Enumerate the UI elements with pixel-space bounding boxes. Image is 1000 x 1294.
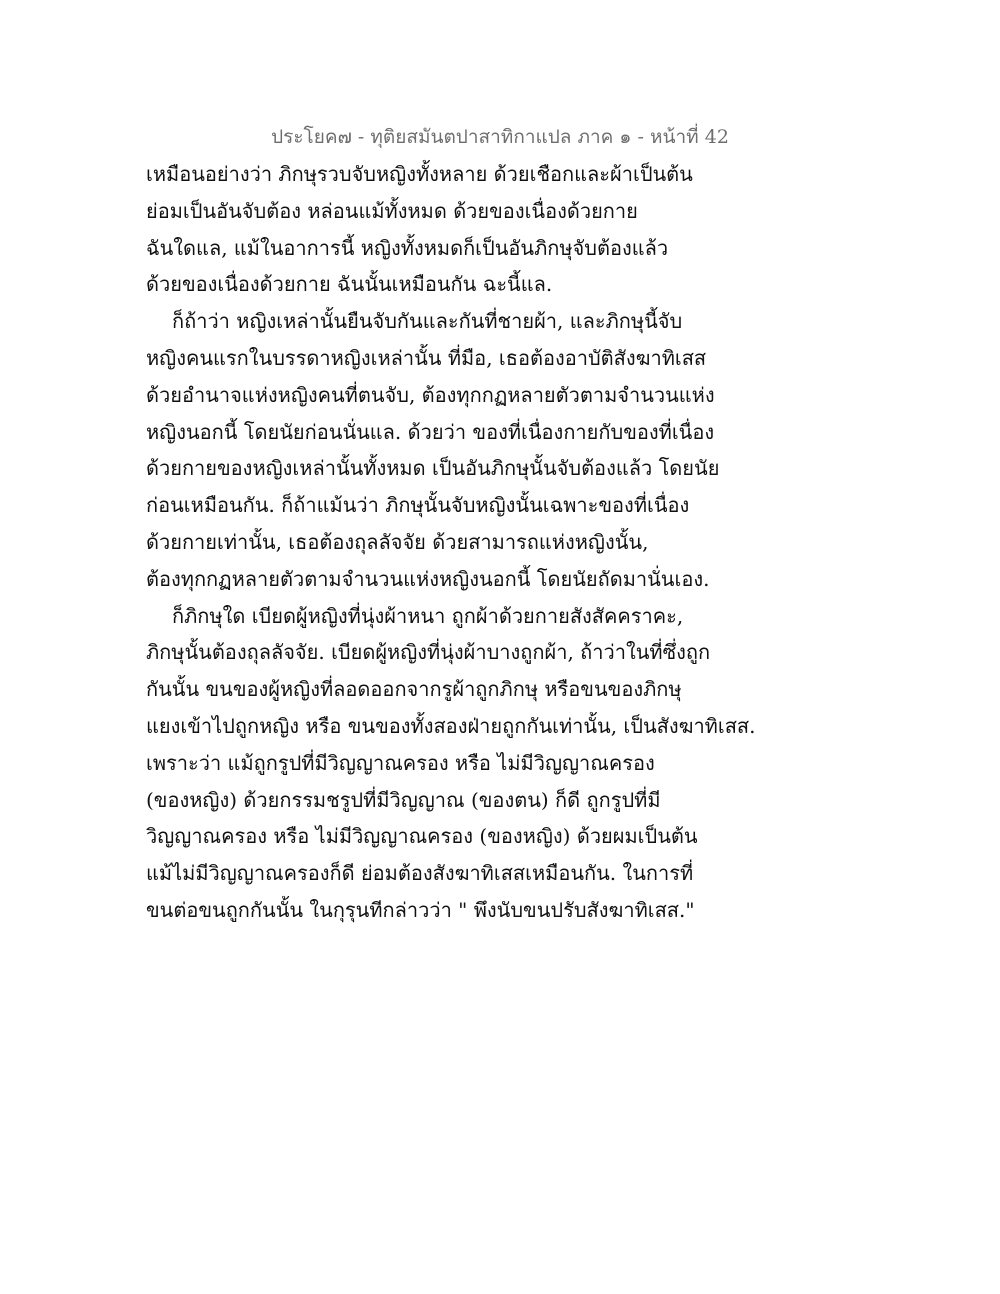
text-line: ด้วยของเนื่องด้วยกาย ฉันนั้นเหมือนกัน ฉะนี้แล. <box>146 272 553 297</box>
page-header-text: ประโยค๗ - ทุติยสมันตปาสาทิกาแปล ภาค ๑ - หน้าที่ 42 <box>271 126 729 148</box>
text-line: ย่อมเป็นอันจับต้อง หล่อนแม้ทั้งหมด ด้วยของเนื่องด้วยกาย <box>146 198 638 223</box>
text-line: เพราะว่า แม้ถูกรูปที่มีวิญญาณครอง หรือ ไม่มีวิญญาณครอง <box>146 750 655 775</box>
text-line: ด้วยกายของหญิงเหล่านั้นทั้งหมด เป็นอันภิกษุนั้นจับต้องแล้ว โดยนัย <box>146 456 720 481</box>
text-line: ด้วยอำนาจแห่งหญิงคนที่ตนจับ, ต้องทุกกฏหลายตัวตามจำนวนแห่ง <box>146 382 715 407</box>
document-body <box>146 156 846 929</box>
text-line: แม้ไม่มีวิญญาณครองก็ดี ย่อมต้องสังฆาทิเสสเหมือนกัน. ในการที่ <box>146 861 694 886</box>
text-line: ต้องทุกกฏหลายตัวตามจำนวนแห่งหญิงนอกนี้ โดยนัยถัดมานั่นเอง. <box>146 566 710 591</box>
paragraph-start-line: ก็ภิกษุใด เบียดผู้หญิงที่นุ่งผ้าหนา ถูกผ้าด้วยกายสังสัคคราคะ, <box>172 603 684 628</box>
page-header <box>0 124 1000 150</box>
text-line: วิญญาณครอง หรือ ไม่มีวิญญาณครอง (ของหญิง) ด้วยผมเป็นต้น <box>146 824 698 849</box>
text-line: (ของหญิง) ด้วยกรรมชรูปที่มีวิญญาณ (ของตน) ก็ดี ถูกรูปที่มี <box>146 787 661 812</box>
text-line: หญิงนอกนี้ โดยนัยก่อนนั่นแล. ด้วยว่า ของที่เนื่องกายกับของที่เนื่อง <box>146 419 715 444</box>
text-line: หญิงคนแรกในบรรดาหญิงเหล่านั้น ที่มือ, เธอต้องอาบัติสังฆาทิเสส <box>146 345 707 370</box>
text-line: ก่อนเหมือนกัน. ก็ถ้าแม้นว่า ภิกษุนั้นจับหญิงนั้นเฉพาะของที่เนื่อง <box>146 493 690 518</box>
paragraph-start-line: ก็ถ้าว่า หญิงเหล่านั้นยืนจับกันและกันที่ชายผ้า, และภิกษุนี้จับ <box>172 309 683 334</box>
text-line: ฉันใดแล, แม้ในอาการนี้ หญิงทั้งหมดก็เป็นอันภิกษุจับต้องแล้ว <box>146 235 669 260</box>
text-line: ด้วยกายเท่านั้น, เธอต้องถุลลัจจัย ด้วยสามารถแห่งหญิงนั้น, <box>146 529 649 554</box>
text-line: เหมือนอย่างว่า ภิกษุรวบจับหญิงทั้งหลาย ด้วยเชือกและผ้าเป็นต้น <box>146 162 693 186</box>
text-line: ภิกษุนั้นต้องถุลลัจจัย. เบียดผู้หญิงที่นุ่งผ้าบางถูกผ้า, ถ้าว่าในที่ซึ่งถูก <box>146 640 711 665</box>
text-line: ขนต่อขนถูกกันนั้น ในกุรุนทีกล่าวว่า " พึงนับขนปรับสังฆาทิเสส." <box>146 897 695 922</box>
text-line: กันนั้น ขนของผู้หญิงที่ลอดออกจากรูผ้าถูกภิกษุ หรือขนของภิกษุ <box>146 677 682 702</box>
text-line: แยงเข้าไปถูกหญิง หรือ ขนของทั้งสองฝ่ายถูกกันเท่านั้น, เป็นสังฆาทิเสส. <box>146 713 756 738</box>
